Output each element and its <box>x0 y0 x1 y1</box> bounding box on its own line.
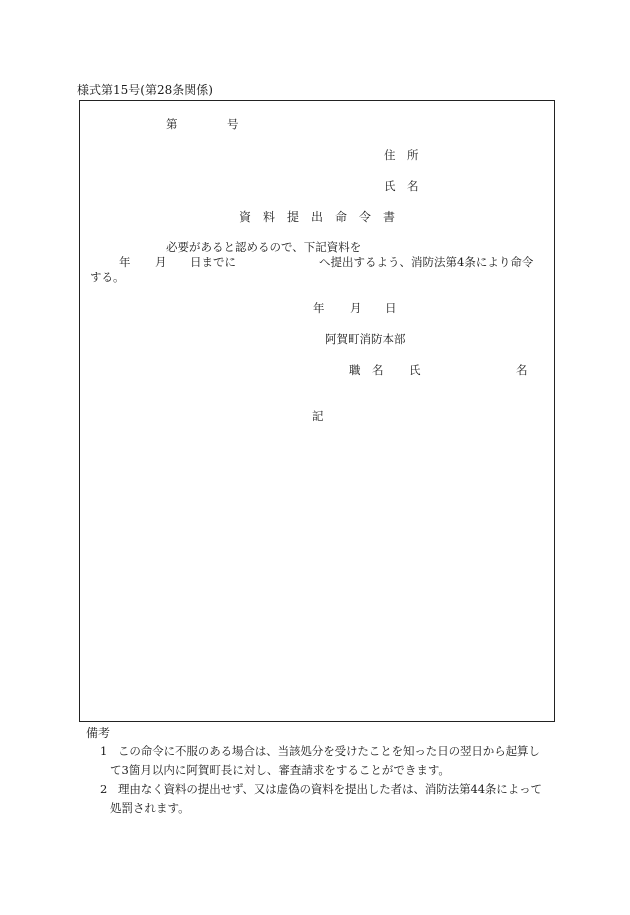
issuer-name-suffix: 名 <box>516 363 528 377</box>
issue-date-year: 年 <box>313 301 325 315</box>
deadline-year: 年 <box>119 255 131 269</box>
remark-2-line-2: 処罰されます。 <box>110 801 190 815</box>
document-number-prefix: 第 <box>166 117 178 131</box>
remark-2-number: 2 <box>100 782 108 796</box>
body-line-2-rest: へ提出するよう、消防法第4条により命令 <box>319 255 534 269</box>
record-label: 記 <box>312 409 324 423</box>
form-label: 様式第15号(第28条関係) <box>77 83 213 97</box>
issuer-name-label: 氏 <box>409 363 421 377</box>
remark-2-line-1: 理由なく資料の提出せず、又は虚偽の資料を提出した者は、消防法第44条によって <box>118 782 542 796</box>
recipient-address-label: 住 所 <box>384 148 419 162</box>
body-line-1: 必要があると認めるので、下記資料を <box>166 240 362 254</box>
remark-1-line-1: この命令に不服のある場合は、当該処分を受けたことを知った日の翌日から起算し <box>118 744 540 758</box>
remark-1-line-2: て3箇月以内に阿賀町長に対し、審査請求をすることができます。 <box>110 763 450 777</box>
deadline-day: 日までに <box>190 255 236 269</box>
document-title: 資 料 提 出 命 令 書 <box>239 210 396 224</box>
remarks-heading: 備考 <box>86 726 111 740</box>
issuer-title-label: 職 名 <box>349 363 384 377</box>
body-line-3: する。 <box>90 270 125 284</box>
issuer-organization: 阿賀町消防本部 <box>325 332 406 346</box>
remark-1-number: 1 <box>100 744 108 758</box>
deadline-month: 月 <box>155 255 167 269</box>
recipient-name-label: 氏 名 <box>384 179 419 193</box>
issue-date-day: 日 <box>385 301 397 315</box>
issue-date-month: 月 <box>350 301 362 315</box>
document-number-suffix: 号 <box>227 117 239 131</box>
